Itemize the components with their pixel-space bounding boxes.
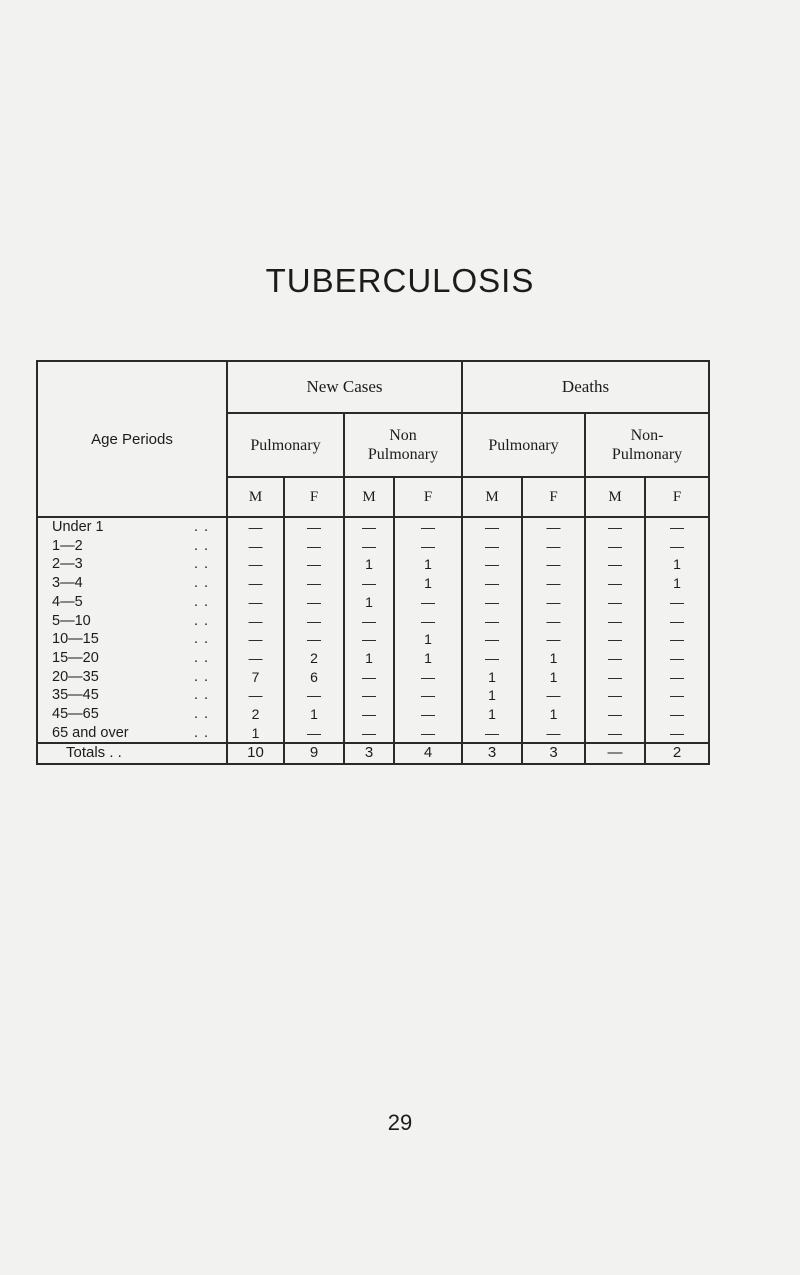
sex-header-m: M bbox=[227, 477, 284, 517]
age-period-label: 15—20 bbox=[52, 649, 99, 666]
age-period-cell bbox=[37, 630, 227, 649]
page-number: 29 bbox=[387, 1110, 413, 1135]
age-period-cell bbox=[37, 686, 227, 705]
value-cell: — bbox=[645, 705, 709, 724]
value-cell: — bbox=[522, 537, 585, 556]
value-cell: — bbox=[284, 612, 344, 631]
age-period-cell bbox=[37, 593, 227, 612]
value-cell: — bbox=[227, 649, 284, 668]
value-cell: — bbox=[421, 612, 435, 629]
value-cell: — bbox=[462, 724, 522, 744]
age-period-cell bbox=[37, 668, 227, 687]
value-cell: 1 bbox=[645, 574, 709, 593]
value-cell: — bbox=[227, 686, 284, 705]
value-cell: 1 bbox=[344, 649, 394, 668]
totals-cell: 3 bbox=[522, 743, 585, 764]
value-cell: — bbox=[585, 705, 645, 724]
age-period-cell bbox=[37, 649, 227, 668]
table-row bbox=[37, 574, 709, 593]
value-cell: 1 bbox=[424, 631, 432, 648]
table-row bbox=[37, 593, 709, 612]
sex-header-f: F bbox=[284, 477, 344, 517]
value-cell: — bbox=[585, 668, 645, 687]
age-period-label: 10—15 bbox=[52, 631, 99, 648]
value-cell: — bbox=[421, 724, 435, 741]
value-cell: — bbox=[585, 517, 645, 537]
value-cell: — bbox=[462, 612, 522, 631]
value-cell: — bbox=[421, 593, 435, 610]
value-cell: — bbox=[284, 517, 344, 537]
totals-label: Totals . . bbox=[37, 743, 227, 764]
value-cell: — bbox=[645, 593, 709, 612]
table-body bbox=[37, 517, 709, 743]
value-cell: — bbox=[522, 724, 585, 744]
new-cases-non-pulmonary-header bbox=[344, 413, 462, 477]
value-cell: — bbox=[227, 612, 284, 631]
value-cell: 1 bbox=[227, 724, 284, 744]
value-cell: — bbox=[421, 519, 435, 535]
value-cell: — bbox=[645, 649, 709, 668]
page-title: TUBERCULOSIS bbox=[265, 262, 535, 299]
value-cell: 1 bbox=[424, 556, 432, 573]
totals-cell: 2 bbox=[645, 743, 709, 764]
value-cell: — bbox=[421, 687, 435, 704]
table-row bbox=[37, 668, 709, 687]
value-cell: — bbox=[522, 555, 585, 574]
value-cell: — bbox=[585, 686, 645, 705]
deaths-non-pulmonary-header bbox=[585, 413, 709, 477]
age-period-label: 2—3 bbox=[52, 556, 83, 573]
value-cell: — bbox=[421, 537, 435, 554]
value-cell: 2 bbox=[284, 649, 344, 668]
value-cell: — bbox=[227, 517, 284, 537]
age-period-label: 5—10 bbox=[52, 612, 91, 629]
value-cell: — bbox=[585, 724, 645, 744]
value-cell: — bbox=[585, 630, 645, 649]
value-cell: 6 bbox=[284, 668, 344, 687]
value-cell: — bbox=[344, 537, 394, 556]
value-cell: — bbox=[645, 612, 709, 631]
value-cell: — bbox=[462, 517, 522, 537]
value-cell: — bbox=[522, 593, 585, 612]
value-cell: — bbox=[284, 574, 344, 593]
age-period-cell bbox=[37, 612, 227, 631]
value-cell: — bbox=[227, 537, 284, 556]
value-cell: — bbox=[344, 724, 394, 744]
value-cell: — bbox=[645, 537, 709, 556]
value-cell: 1 bbox=[522, 705, 585, 724]
value-cell: 1 bbox=[645, 555, 709, 574]
value-cell: — bbox=[522, 686, 585, 705]
value-cell: 7 bbox=[227, 668, 284, 687]
leader-dots: . . bbox=[194, 593, 210, 610]
value-cell: 1 bbox=[462, 686, 522, 705]
value-cell: — bbox=[284, 686, 344, 705]
value-cell: — bbox=[344, 574, 394, 593]
age-period-cell bbox=[37, 517, 227, 537]
leader-dots: . . bbox=[194, 649, 210, 666]
leader-dots: . . bbox=[194, 556, 210, 573]
totals-row bbox=[37, 743, 709, 764]
deaths-non-pulmonary-line2: Pulmonary bbox=[611, 446, 683, 463]
value-cell: — bbox=[227, 630, 284, 649]
age-period-cell bbox=[37, 574, 227, 593]
totals-cell: 3 bbox=[344, 743, 394, 764]
leader-dots: . . bbox=[194, 612, 210, 629]
value-cell: 1 bbox=[424, 575, 432, 592]
leader-dots: . . bbox=[194, 519, 210, 535]
leader-dots: . . bbox=[194, 687, 210, 704]
age-period-label: 35—45 bbox=[52, 687, 99, 704]
age-periods-header: Age Periods bbox=[37, 361, 227, 517]
table-row bbox=[37, 630, 709, 649]
table-row bbox=[37, 649, 709, 668]
value-cell: — bbox=[227, 593, 284, 612]
value-cell: 1 bbox=[462, 705, 522, 724]
leader-dots: . . bbox=[194, 668, 210, 685]
value-cell: 1 bbox=[522, 668, 585, 687]
value-cell: — bbox=[344, 705, 394, 724]
age-period-label: 65 and over bbox=[52, 724, 129, 741]
totals-cell: 10 bbox=[227, 743, 284, 764]
value-cell: — bbox=[344, 668, 394, 687]
value-cell: — bbox=[585, 537, 645, 556]
age-period-label: 3—4 bbox=[52, 575, 83, 592]
table-row bbox=[37, 555, 709, 574]
value-cell: — bbox=[344, 686, 394, 705]
value-cell: — bbox=[645, 668, 709, 687]
age-period-cell bbox=[37, 537, 227, 556]
table-row bbox=[37, 724, 709, 744]
value-cell: — bbox=[522, 630, 585, 649]
value-cell: 1 bbox=[424, 649, 432, 666]
value-cell: 1 bbox=[284, 705, 344, 724]
new-cases-non-pulmonary-line1: Non bbox=[389, 427, 417, 444]
value-cell: — bbox=[421, 668, 435, 685]
sex-header-f: F bbox=[645, 477, 709, 517]
value-cell: 1 bbox=[462, 668, 522, 687]
table-row bbox=[37, 686, 709, 705]
value-cell: — bbox=[462, 537, 522, 556]
value-cell: — bbox=[645, 724, 709, 744]
sex-header-m: M bbox=[344, 477, 394, 517]
value-cell: — bbox=[462, 593, 522, 612]
sex-header-m: M bbox=[585, 477, 645, 517]
value-cell: — bbox=[227, 574, 284, 593]
totals-cell: — bbox=[585, 743, 645, 764]
leader-dots: . . bbox=[194, 575, 210, 592]
value-cell: — bbox=[522, 574, 585, 593]
table-row bbox=[37, 612, 709, 631]
totals-cell: 4 bbox=[423, 744, 433, 762]
new-cases-non-pulmonary-line2: Pulmonary bbox=[367, 446, 439, 463]
deaths-pulmonary-header: Pulmonary bbox=[462, 413, 585, 477]
value-cell: 2 bbox=[227, 705, 284, 724]
value-cell: — bbox=[645, 686, 709, 705]
value-cell: 1 bbox=[344, 555, 394, 574]
age-period-label: Under 1 bbox=[52, 519, 104, 535]
tuberculosis-table-container bbox=[36, 360, 708, 765]
value-cell: — bbox=[585, 555, 645, 574]
value-cell: 1 bbox=[344, 593, 394, 612]
sex-header-f: F bbox=[423, 488, 433, 505]
value-cell: — bbox=[645, 630, 709, 649]
table-row bbox=[37, 705, 709, 724]
leader-dots: . . bbox=[194, 537, 210, 554]
value-cell: — bbox=[344, 630, 394, 649]
leader-dots: . . bbox=[194, 631, 210, 648]
value-cell: — bbox=[585, 593, 645, 612]
value-cell: — bbox=[284, 724, 344, 744]
value-cell: 1 bbox=[522, 649, 585, 668]
value-cell: — bbox=[284, 630, 344, 649]
value-cell: — bbox=[344, 517, 394, 537]
value-cell: — bbox=[227, 555, 284, 574]
new-cases-pulmonary-header: Pulmonary bbox=[227, 413, 344, 477]
age-period-label: 1—2 bbox=[52, 537, 83, 554]
value-cell: — bbox=[344, 612, 394, 631]
deaths-non-pulmonary-line1: Non- bbox=[630, 427, 664, 444]
age-period-cell bbox=[37, 705, 227, 724]
leader-dots: . . bbox=[194, 724, 210, 741]
value-cell: — bbox=[284, 537, 344, 556]
value-cell: — bbox=[585, 649, 645, 668]
value-cell: — bbox=[421, 706, 435, 723]
totals-cell: 3 bbox=[462, 743, 522, 764]
value-cell: — bbox=[585, 612, 645, 631]
totals-cell: 9 bbox=[284, 743, 344, 764]
value-cell: — bbox=[585, 574, 645, 593]
value-cell: — bbox=[522, 517, 585, 537]
age-period-label: 20—35 bbox=[52, 668, 99, 685]
value-cell: — bbox=[462, 574, 522, 593]
value-cell: — bbox=[284, 593, 344, 612]
tuberculosis-table bbox=[36, 360, 710, 765]
deaths-header: Deaths bbox=[462, 361, 709, 413]
table-row bbox=[37, 537, 709, 556]
table-row bbox=[37, 517, 709, 537]
value-cell: — bbox=[284, 555, 344, 574]
age-period-label: 4—5 bbox=[52, 593, 83, 610]
value-cell: — bbox=[462, 630, 522, 649]
leader-dots: . . bbox=[194, 706, 210, 723]
age-period-cell bbox=[37, 555, 227, 574]
sex-header-f: F bbox=[522, 477, 585, 517]
age-period-label: 45—65 bbox=[52, 706, 99, 723]
new-cases-header: New Cases bbox=[227, 361, 462, 413]
age-period-cell bbox=[37, 724, 227, 744]
value-cell: — bbox=[462, 555, 522, 574]
value-cell: — bbox=[522, 612, 585, 631]
sex-header-m: M bbox=[462, 477, 522, 517]
value-cell: — bbox=[645, 517, 709, 537]
value-cell: — bbox=[462, 649, 522, 668]
